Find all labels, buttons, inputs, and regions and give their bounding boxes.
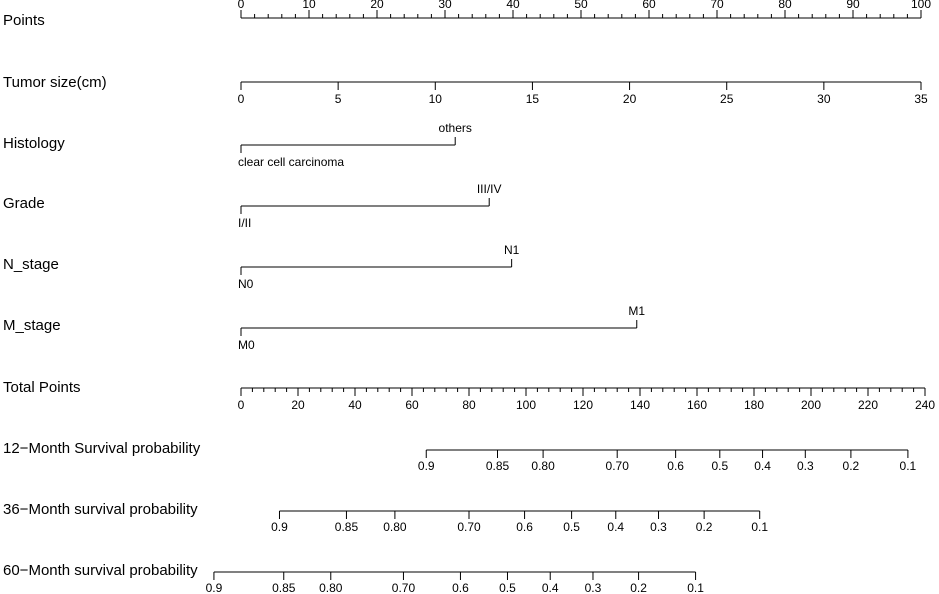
- 12-month-survival-probability-tick-label: 0.6: [667, 459, 684, 474]
- points-tick-label: 100: [910, 0, 932, 12]
- 12-month-survival-probability-tick-label: 0.5: [711, 459, 729, 474]
- total-points-tick-label: 140: [629, 398, 651, 413]
- tumor-size-cm-tick-label: 15: [525, 92, 540, 107]
- tumor-size-cm-tick-label: 25: [720, 92, 734, 107]
- points-tick-label: 0: [237, 0, 245, 12]
- grade-category-label: III/IV: [476, 182, 502, 197]
- total-points-tick-label: 0: [237, 398, 245, 413]
- n-stage-category-label: N1: [503, 243, 520, 258]
- total-points-tick-label: 40: [348, 398, 362, 413]
- total-points-tick-label: 220: [857, 398, 879, 413]
- 36-month-survival-probability-tick-label: 0.80: [383, 520, 407, 535]
- 12-month-survival-probability-tick-label: 0.9: [417, 459, 435, 474]
- row-label-60-month-survival-probability: 60−Month survival probability: [3, 561, 198, 579]
- 60-month-survival-probability-tick-label: 0.85: [272, 581, 296, 594]
- tumor-size-cm-tick-label: 30: [817, 92, 831, 107]
- histology-category-label: clear cell carcinoma: [238, 155, 345, 170]
- total-points-tick-label: 80: [462, 398, 476, 413]
- total-points-tick-label: 200: [800, 398, 822, 413]
- row-label-36-month-survival-probability: 36−Month survival probability: [3, 500, 198, 518]
- points-tick-label: 20: [370, 0, 384, 12]
- points-tick-label: 90: [846, 0, 860, 12]
- points-tick-label: 30: [438, 0, 452, 12]
- 60-month-survival-probability-tick-label: 0.9: [205, 581, 223, 594]
- points-tick-label: 40: [506, 0, 520, 12]
- row-label-n-stage: N_stage: [3, 255, 59, 273]
- 36-month-survival-probability-tick-label: 0.70: [457, 520, 481, 535]
- 36-month-survival-probability-tick-label: 0.9: [271, 520, 288, 535]
- tumor-size-cm-tick-label: 35: [914, 92, 928, 107]
- 60-month-survival-probability-tick-label: 0.80: [319, 581, 343, 594]
- 60-month-survival-probability-tick-label: 0.6: [452, 581, 469, 594]
- total-points-tick-label: 120: [572, 398, 594, 413]
- m-stage-category-label: M1: [628, 304, 646, 319]
- grade-category-label: I/II: [238, 216, 252, 231]
- 36-month-survival-probability-tick-label: 0.6: [516, 520, 533, 535]
- 60-month-survival-probability-tick-label: 0.1: [687, 581, 704, 594]
- 36-month-survival-probability-tick-label: 0.5: [563, 520, 580, 535]
- points-tick-label: 60: [642, 0, 656, 12]
- m-stage-category-label: M0: [238, 338, 255, 353]
- total-points-tick-label: 240: [914, 398, 936, 413]
- points-tick-label: 70: [710, 0, 724, 12]
- 12-month-survival-probability-tick-label: 0.1: [899, 459, 917, 474]
- tumor-size-cm-tick-label: 5: [334, 92, 342, 107]
- 36-month-survival-probability-tick-label: 0.4: [607, 520, 625, 535]
- 60-month-survival-probability-tick-label: 0.70: [391, 581, 416, 594]
- total-points-tick-label: 180: [743, 398, 765, 413]
- 36-month-survival-probability-tick-label: 0.1: [751, 520, 769, 535]
- points-tick-label: 50: [574, 0, 588, 12]
- row-label-m-stage: M_stage: [3, 316, 61, 334]
- 36-month-survival-probability-tick-label: 0.2: [695, 520, 713, 535]
- points-tick-label: 10: [302, 0, 316, 12]
- 60-month-survival-probability-tick-label: 0.5: [499, 581, 516, 594]
- tumor-size-cm-tick-label: 20: [622, 92, 637, 107]
- points-tick-label: 80: [778, 0, 792, 12]
- row-label-grade: Grade: [3, 194, 45, 212]
- n-stage-category-label: N0: [238, 277, 254, 292]
- row-label-tumor-size-cm: Tumor size(cm): [3, 73, 107, 91]
- histology-category-label: others: [438, 121, 472, 136]
- 12-month-survival-probability-tick-label: 0.85: [485, 459, 510, 474]
- total-points-tick-label: 20: [291, 398, 305, 413]
- 36-month-survival-probability-tick-label: 0.85: [334, 520, 359, 535]
- 60-month-survival-probability-tick-label: 0.2: [630, 581, 647, 594]
- row-label-points: Points: [3, 11, 45, 29]
- tumor-size-cm-tick-label: 10: [428, 92, 442, 107]
- 36-month-survival-probability-tick-label: 0.3: [650, 520, 667, 535]
- 60-month-survival-probability-tick-label: 0.4: [541, 581, 559, 594]
- 12-month-survival-probability-tick-label: 0.3: [796, 459, 814, 474]
- row-label-total-points: Total Points: [3, 378, 81, 396]
- 12-month-survival-probability-tick-label: 0.2: [842, 459, 860, 474]
- row-label-12-month-survival-probability: 12−Month Survival probability: [3, 439, 201, 457]
- total-points-tick-label: 60: [405, 398, 419, 413]
- total-points-tick-label: 100: [515, 398, 537, 413]
- 12-month-survival-probability-tick-label: 0.4: [754, 459, 771, 474]
- 12-month-survival-probability-tick-label: 0.70: [605, 459, 629, 474]
- row-label-histology: Histology: [3, 134, 65, 152]
- total-points-tick-label: 160: [686, 398, 708, 413]
- 60-month-survival-probability-tick-label: 0.3: [584, 581, 602, 594]
- 12-month-survival-probability-tick-label: 0.80: [531, 459, 555, 474]
- tumor-size-cm-tick-label: 0: [237, 92, 245, 107]
